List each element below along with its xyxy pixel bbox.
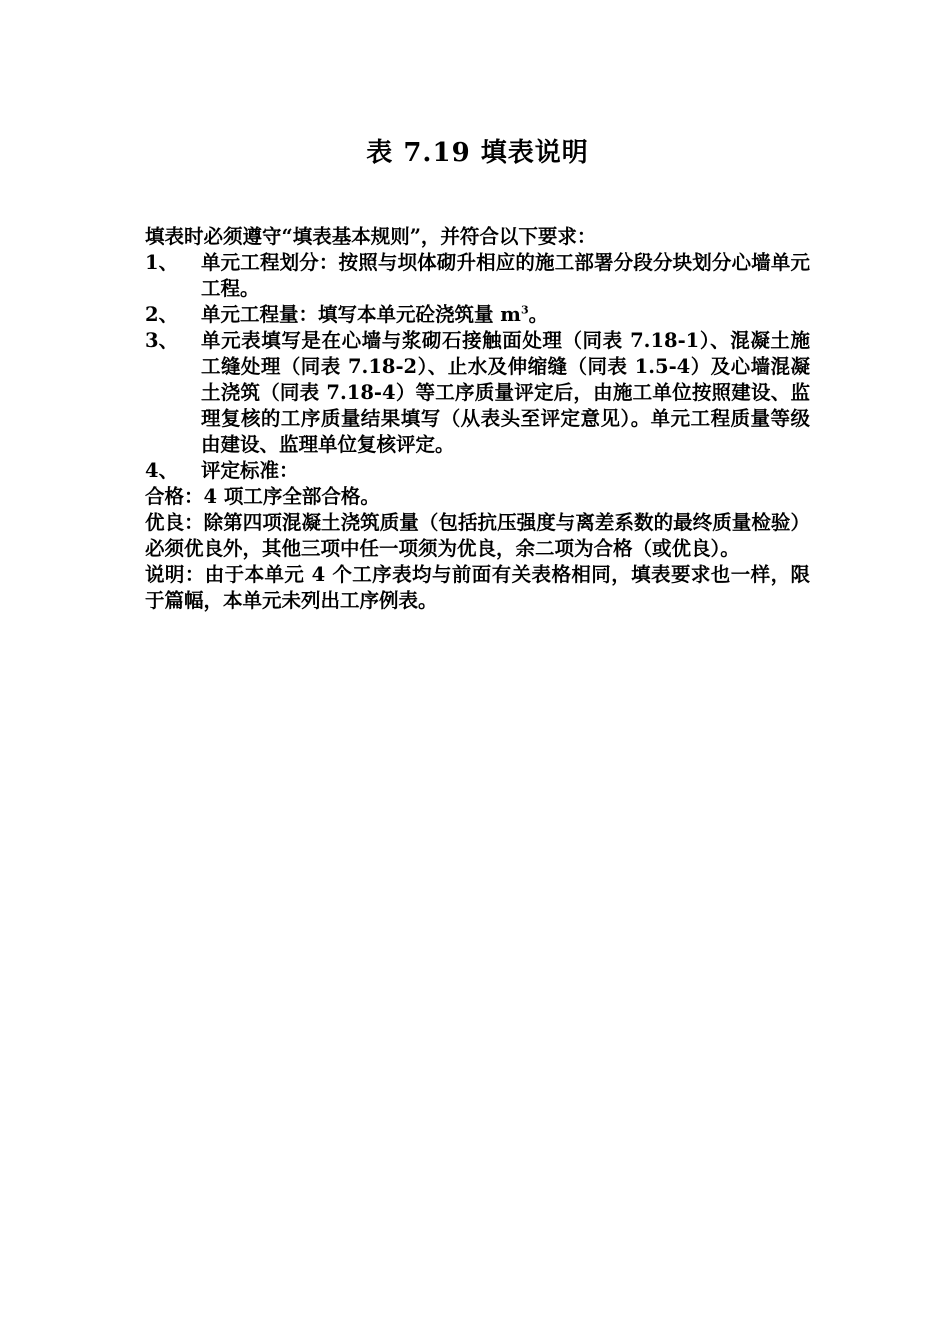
intro-paragraph: 填表时必须遵守“填表基本规则”，并符合以下要求： <box>145 225 597 248</box>
page-title: 表 7.19 填表说明 <box>366 138 589 168</box>
list-item-text: 单元表填写是在心墙与浆砌石接触面处理（同表 7.18-1）、混凝土施工缝处理（同表 7.18-2）、止水及伸缩缝（同表 1.5-4）及心墙混凝土浇筑（同表 7.18-4）等工序质量评定后，由施工单位按照建设、监理复核的工序质量结果填写（从表头至评定意见）。单元工程质量等级由建设、监理单位复核评定。 <box>201 329 810 456</box>
instructions-body <box>145 224 810 614</box>
list-item-suffix: 。 <box>528 303 549 326</box>
note-paragraph: 说明：由于本单元 4 个工序表均与前面有关表格相同，填表要求也一样，限于篇幅，本单元未列出工序例表。 <box>145 563 810 612</box>
list-item-3 <box>145 328 810 458</box>
list-item-number: 2、 <box>145 303 179 326</box>
list-item-number: 4、 <box>145 459 179 482</box>
list-item-text: 评定标准： <box>201 459 299 482</box>
list-item-number: 1、 <box>145 251 179 274</box>
excellent-paragraph: 优良：除第四项混凝土浇筑质量（包括抗压强度与离差系数的最终质量检验）必须优良外，其他三项中任一项须为优良，余二项为合格（或优良）。 <box>145 511 810 560</box>
list-item-2 <box>145 302 810 328</box>
list-item-text: 单元工程量：填写本单元砼浇筑量 m <box>201 303 521 326</box>
superscript-exponent: 3 <box>520 303 529 317</box>
list-item-1 <box>145 250 810 302</box>
list-item-number: 3、 <box>145 329 179 352</box>
qualified-paragraph: 合格：4 项工序全部合格。 <box>145 485 380 508</box>
list-item-4 <box>145 458 810 484</box>
list-item-text: 单元工程划分：按照与坝体砌升相应的施工部署分段分块划分心墙单元工程。 <box>201 251 810 300</box>
list-item-text-container <box>201 302 810 328</box>
